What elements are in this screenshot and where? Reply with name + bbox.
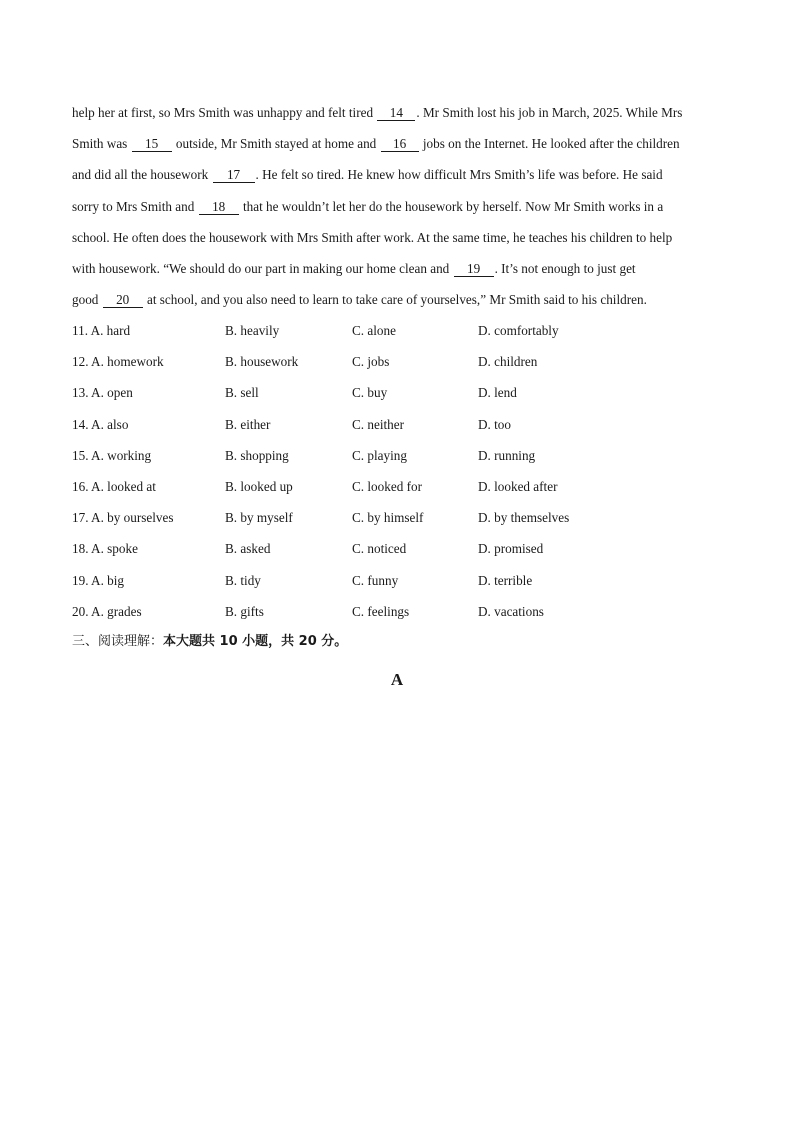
passage-line-2: [72, 128, 722, 159]
option-b: B. looked up: [225, 478, 293, 494]
passage-text: . Mr Smith lost his job in March, 2025. While Mrs: [416, 105, 683, 120]
passage-line-4: [72, 191, 722, 222]
option-a: 16. A. looked at: [72, 478, 156, 494]
passage-line-1: [72, 97, 722, 128]
passage-heading: A: [390, 670, 404, 689]
section-instructions: 本大题共 10 小题，共 20 分。: [163, 634, 348, 649]
question-row-13: [72, 377, 722, 408]
section-title: [72, 628, 347, 656]
passage-text: help her at first, so Mrs Smith was unhappy and felt tired: [72, 105, 377, 120]
question-row-11: [72, 315, 722, 346]
question-row-20: [72, 596, 722, 627]
question-row-16: [72, 471, 722, 502]
question-row-12: [72, 346, 722, 377]
option-c: C. buy: [352, 385, 388, 401]
passage-text: jobs on the Internet. He looked after the children: [419, 136, 680, 152]
passage-text: sorry to Mrs Smith and: [72, 198, 198, 214]
option-c: C. by himself: [352, 510, 424, 526]
option-d: D. vacations: [478, 603, 544, 619]
option-a: 17. A. by ourselves: [72, 510, 174, 526]
option-d: D. too: [478, 416, 511, 432]
option-d: D. running: [478, 447, 536, 463]
option-b: B. housework: [225, 354, 299, 370]
cloze-passage: [72, 97, 722, 315]
option-c: C. neither: [352, 416, 405, 432]
option-d: D. looked after: [478, 478, 558, 494]
option-d: D. children: [478, 354, 538, 370]
passage-text: with housework. “We should do our part in making our home clean and: [72, 260, 453, 276]
passage-text: . He felt so tired. He knew how difficult Mrs Smith’s life was before. He said: [255, 167, 663, 183]
option-c: C. noticed: [352, 541, 407, 557]
option-a: 18. A. spoke: [72, 541, 138, 557]
option-c: C. funny: [352, 572, 399, 588]
option-b: B. sell: [225, 385, 259, 401]
option-a: 11. A. hard: [72, 323, 131, 338]
section-prefix: 三、阅读理解：: [72, 634, 164, 649]
option-d: D. by themselves: [478, 510, 570, 526]
question-row-19: [72, 565, 722, 596]
passage-line-6: [72, 253, 722, 284]
option-d: D. comfortably: [478, 323, 559, 338]
option-b: B. asked: [225, 541, 271, 557]
option-c: C. looked for: [352, 478, 422, 494]
option-a: 20. A. grades: [72, 603, 142, 619]
blank-17: 17: [213, 168, 255, 183]
question-row-17: [72, 502, 722, 533]
passage-text: and did all the housework: [72, 167, 212, 183]
option-b: B. heavily: [225, 323, 280, 338]
option-a: 19. A. big: [72, 572, 125, 588]
blank-20: 20: [103, 293, 143, 308]
option-a: 12. A. homework: [72, 354, 164, 370]
passage-line-3: [72, 159, 722, 190]
option-b: B. shopping: [225, 447, 289, 463]
question-options-list: [72, 315, 722, 627]
option-c: C. playing: [352, 447, 407, 463]
option-a: 13. A. open: [72, 385, 133, 401]
option-b: B. either: [225, 416, 271, 432]
blank-19: 19: [454, 262, 494, 277]
option-c: C. alone: [352, 323, 396, 338]
passage-line-7: [72, 284, 722, 315]
option-d: D. lend: [478, 385, 517, 401]
option-d: D. terrible: [478, 572, 533, 588]
blank-16: 16: [381, 137, 419, 152]
blank-15: 15: [132, 137, 172, 152]
passage-text: good: [72, 292, 102, 308]
question-row-18: [72, 533, 722, 564]
option-b: B. tidy: [225, 572, 261, 588]
question-row-15: [72, 440, 722, 471]
passage-text: outside, Mr Smith stayed at home and: [172, 136, 380, 152]
question-row-14: [72, 409, 722, 440]
option-a: 14. A. also: [72, 416, 129, 432]
passage-text: that he wouldn’t let her do the housework by herself. Now Mr Smith works in a: [239, 198, 664, 214]
option-b: B. by myself: [225, 510, 293, 526]
blank-14: 14: [377, 106, 415, 121]
option-c: C. jobs: [352, 354, 390, 370]
passage-text: . It’s not enough to just get: [494, 260, 636, 276]
option-d: D. promised: [478, 541, 544, 557]
passage-text: at school, and you also need to learn to take care of yourselves,” Mr Smith said to his children.: [143, 292, 647, 308]
blank-18: 18: [199, 200, 239, 215]
passage-text: Smith was: [72, 136, 131, 152]
option-a: 15. A. working: [72, 447, 152, 463]
option-c: C. feelings: [352, 603, 410, 619]
option-b: B. gifts: [225, 603, 264, 619]
passage-line-5: school. He often does the housework with Mrs Smith after work. At the same time, he teaches his children to help: [72, 229, 673, 245]
